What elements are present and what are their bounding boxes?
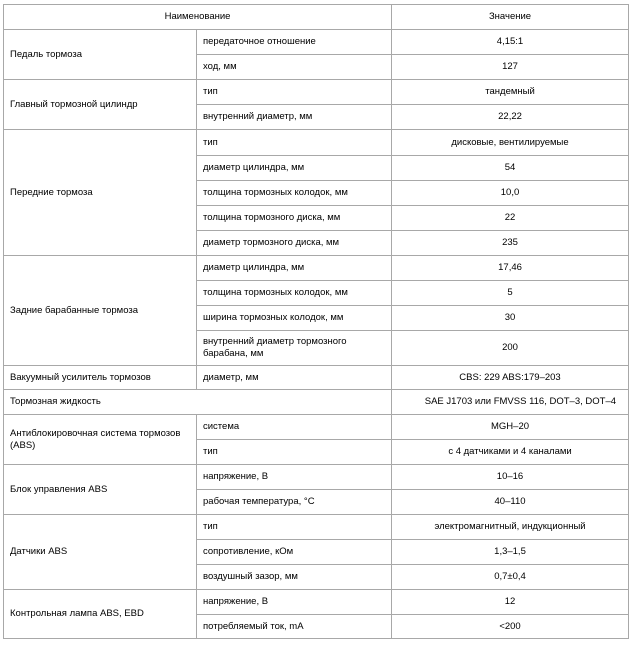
value-cell: 22,22 xyxy=(392,105,629,130)
value-cell: CBS: 229 ABS:179–203 xyxy=(392,366,629,390)
parameter-cell: тип xyxy=(197,80,392,105)
value-cell: 127 xyxy=(392,55,629,80)
parameter-cell: напряжение, В xyxy=(197,465,392,490)
parameter-cell: диаметр, мм xyxy=(197,366,392,390)
group-name-cell: Передние тормоза xyxy=(4,130,197,256)
parameter-cell: внутренний диаметр, мм xyxy=(197,105,392,130)
table-row xyxy=(4,390,629,415)
table-row xyxy=(4,256,629,281)
parameter-cell: тип xyxy=(197,440,392,465)
table-row xyxy=(4,465,629,490)
parameter-cell: толщина тормозных колодок, мм xyxy=(197,281,392,306)
parameter-cell: сопротивление, кОм xyxy=(197,540,392,565)
value-cell: 10,0 xyxy=(392,181,629,206)
parameter-cell: ход, мм xyxy=(197,55,392,80)
parameter-cell: диаметр цилиндра, мм xyxy=(197,256,392,281)
parameter-cell: толщина тормозного диска, мм xyxy=(197,206,392,231)
group-name-cell: Главный тормозной цилиндр xyxy=(4,80,197,130)
value-cell: 5 xyxy=(392,281,629,306)
value-cell: 200 xyxy=(392,331,629,366)
value-cell: 1,3–1,5 xyxy=(392,540,629,565)
parameter-cell: потребляемый ток, mA xyxy=(197,615,392,639)
group-name-cell: Датчики ABS xyxy=(4,515,197,590)
value-cell: 40–110 xyxy=(392,490,629,515)
value-cell: 4,15:1 xyxy=(392,30,629,55)
value-cell: 30 xyxy=(392,306,629,331)
parameter-cell: ширина тормозных колодок, мм xyxy=(197,306,392,331)
value-cell: 54 xyxy=(392,156,629,181)
table-row xyxy=(4,80,629,105)
table-body xyxy=(4,30,629,639)
table-row xyxy=(4,415,629,440)
value-cell: 10–16 xyxy=(392,465,629,490)
value-cell: SAE J1703 или FMVSS 116, DOT–3, DOT–4 xyxy=(392,390,629,415)
parameter-cell: внутренний диаметр тормозного барабана, мм xyxy=(197,331,392,366)
value-cell: 12 xyxy=(392,590,629,615)
group-name-cell: Тормозная жидкость xyxy=(4,390,392,415)
parameter-cell: рабочая температура, °С xyxy=(197,490,392,515)
value-cell: дисковые, вентилируемые xyxy=(392,130,629,156)
parameter-cell: диаметр тормозного диска, мм xyxy=(197,231,392,256)
parameter-cell: диаметр цилиндра, мм xyxy=(197,156,392,181)
value-cell: 17,46 xyxy=(392,256,629,281)
group-name-cell: Педаль тормоза xyxy=(4,30,197,80)
value-cell: тандемный xyxy=(392,80,629,105)
table-row xyxy=(4,366,629,390)
value-cell: с 4 датчиками и 4 каналами xyxy=(392,440,629,465)
header-value: Значение xyxy=(392,5,629,30)
value-cell: MGH–20 xyxy=(392,415,629,440)
value-cell: <200 xyxy=(392,615,629,639)
group-name-cell: Антиблокировочная система тормозов (ABS) xyxy=(4,415,197,465)
table-row xyxy=(4,30,629,55)
parameter-cell: толщина тормозных колодок, мм xyxy=(197,181,392,206)
value-cell: электромагнитный, индукционный xyxy=(392,515,629,540)
parameter-cell: напряжение, В xyxy=(197,590,392,615)
value-cell: 22 xyxy=(392,206,629,231)
group-name-cell: Вакуумный усилитель тормозов xyxy=(4,366,197,390)
group-name-cell: Контрольная лампа ABS, EBD xyxy=(4,590,197,639)
header-name: Наименование xyxy=(4,5,392,30)
parameter-cell: система xyxy=(197,415,392,440)
table-row xyxy=(4,515,629,540)
parameter-cell: передаточное отношение xyxy=(197,30,392,55)
value-cell: 235 xyxy=(392,231,629,256)
brake-specs-table xyxy=(3,4,629,639)
table-row xyxy=(4,590,629,615)
parameter-cell: тип xyxy=(197,130,392,156)
parameter-cell: тип xyxy=(197,515,392,540)
table-row xyxy=(4,130,629,156)
value-cell: 0,7±0,4 xyxy=(392,565,629,590)
table-header-row xyxy=(4,5,629,30)
group-name-cell: Задние барабанные тормоза xyxy=(4,256,197,366)
parameter-cell: воздушный зазор, мм xyxy=(197,565,392,590)
group-name-cell: Блок управления ABS xyxy=(4,465,197,515)
